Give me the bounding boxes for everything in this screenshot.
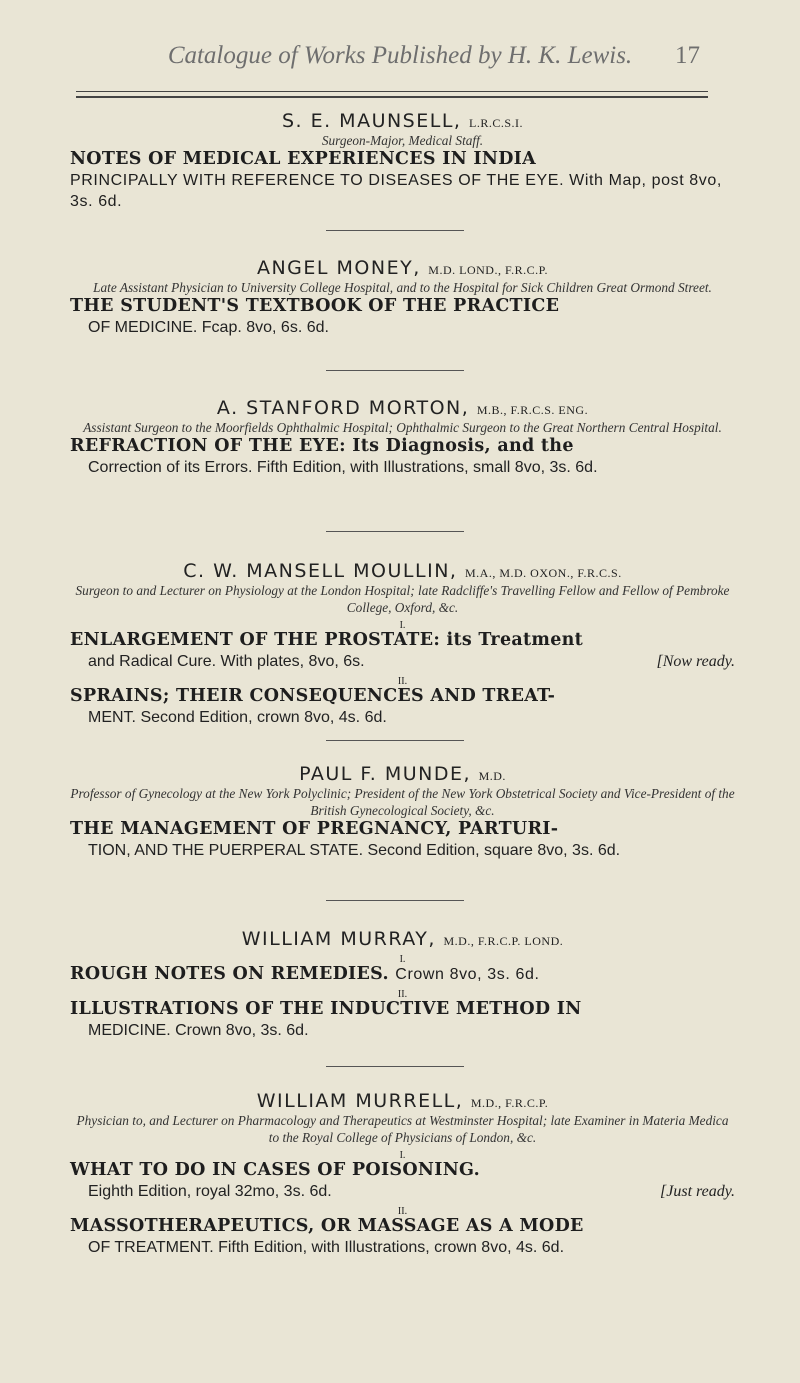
author-text: WILLIAM MURRELL, [256,1090,464,1112]
work-details: PRINCIPALLY WITH REFERENCE TO DISEASES OF THE EYE. With Map, post 8vo, 3s. 6d. [70,172,722,210]
entry-maunsell [70,110,735,212]
author-text: PAUL F. MUNDE, [299,763,472,785]
separator [326,370,464,371]
separator [326,230,464,231]
work-details: OF TREATMENT. Fifth Edition, with Illustrations, crown 8vo, 4s. 6d. [88,1239,565,1256]
status-note: [Just ready. [660,1183,735,1200]
work-title: ILLUSTRATIONS OF THE INDUCTIVE METHOD IN [70,999,582,1019]
entry-money [70,257,735,338]
entry-munde [70,763,735,861]
author-description: Assistant Surgeon to the Moorfields Ophthalmic Hospital; Ophthalmic Surgeon to the Great Northern Central Hospital. [83,420,722,435]
catalogue-title: Catalogue of Works Published by H. K. Lewis. [167,42,633,69]
volume-numeral: I. [399,954,406,965]
entry-morton [70,397,735,478]
author-degrees: M.A., M.D. OXON., F.R.C.S. [465,566,622,580]
volume-numeral: II. [397,989,408,1000]
author-name [70,928,735,950]
header-rule-top [76,91,708,92]
separator [326,531,464,532]
entry-murrell [70,1090,735,1258]
author-description: Professor of Gynecology at the New York Polyclinic; President of the New York Obstetrical Society and Vice-President of the British Gynecological Society, &c. [70,786,735,818]
author-name [70,763,735,785]
author-degrees: M.B., F.R.C.S. ENG. [476,403,589,417]
work-title: SPRAINS; THEIR CONSEQUENCES AND TREAT- [70,686,556,706]
work-title: THE MANAGEMENT OF PREGNANCY, PARTURI- [70,819,559,839]
volume-numeral: II. [397,1206,408,1217]
author-degrees: M.D., F.R.C.P. [470,1096,549,1110]
work-title: WHAT TO DO IN CASES OF POISONING. [70,1160,481,1180]
running-header [0,42,800,70]
work-title: REFRACTION OF THE EYE: Its Diagnosis, and the [70,436,574,456]
author-text: S. E. MAUNSELL, [281,110,462,132]
volume-numeral: II. [397,676,408,687]
entry-moullin [70,560,735,728]
author-text: WILLIAM MURRAY, [241,928,436,950]
author-text: A. STANFORD MORTON, [216,397,470,419]
work-details-text: and Radical Cure. With plates, 8vo, 6s. [88,653,365,670]
author-description: Physician to, and Lecturer on Pharmacology and Therapeutics at Westminster Hospital; late Examiner in Materia Medica to the Royal College of Physicians of London, &c. [76,1113,729,1145]
author-degrees: M.D., F.R.C.P. LOND. [443,934,564,948]
author-name [70,1090,735,1112]
author-description: Surgeon to and Lecturer on Physiology at the London Hospital; late Radcliffe's Travelling Fellow and Fellow of Pembroke College, Oxford, &c. [75,583,730,615]
work-details: Correction of its Errors. Fifth Edition, with Illustrations, small 8vo, 3s. 6d. [88,459,598,476]
author-degrees: L.R.C.S.I. [469,116,524,130]
work-title: THE STUDENT'S TEXTBOOK OF THE PRACTICE [70,296,560,316]
page-number: 17 [675,42,700,69]
separator [326,900,464,901]
work-title-text: ROUGH NOTES ON REMEDIES. [70,964,389,984]
separator [326,740,464,741]
work-details [70,651,735,672]
work-details: MEDICINE. Crown 8vo, 3s. 6d. [88,1022,309,1039]
volume-numeral: I. [399,620,406,631]
author-name [70,397,735,419]
author-description: Surgeon-Major, Medical Staff. [321,133,484,148]
author-name [70,560,735,582]
work-title: MASSOTHERAPEUTICS, OR MASSAGE AS A MODE [70,1216,584,1236]
status-note: [Now ready. [656,653,735,670]
author-name [70,257,735,279]
work-title: NOTES OF MEDICAL EXPERIENCES IN INDIA [70,149,537,169]
author-text: C. W. MANSELL MOULLIN, [183,560,458,582]
author-text: ANGEL MONEY, [256,257,421,279]
author-degrees: M.D. [478,769,506,783]
work-title [70,964,735,985]
work-details: MENT. Second Edition, crown 8vo, 4s. 6d. [88,709,387,726]
work-details: TION, AND THE PUERPERAL STATE. Second Edition, square 8vo, 3s. 6d. [88,842,621,859]
volume-numeral: I. [399,1150,406,1161]
work-details [70,1181,735,1202]
work-details-text: Eighth Edition, royal 32mo, 3s. 6d. [88,1183,332,1200]
header-rule-bottom [76,96,708,98]
work-details: Crown 8vo, 3s. 6d. [395,966,540,983]
work-title: ENLARGEMENT OF THE PROSTATE: its Treatment [70,630,584,650]
work-details: OF MEDICINE. Fcap. 8vo, 6s. 6d. [88,319,329,336]
separator [326,1066,464,1067]
entry-murray [70,928,735,1041]
author-name [70,110,735,132]
author-description: Late Assistant Physician to University College Hospital, and to the Hospital for Sick Children Great Ormond Street. [93,280,712,295]
author-degrees: M.D. LOND., F.R.C.P. [428,263,549,277]
